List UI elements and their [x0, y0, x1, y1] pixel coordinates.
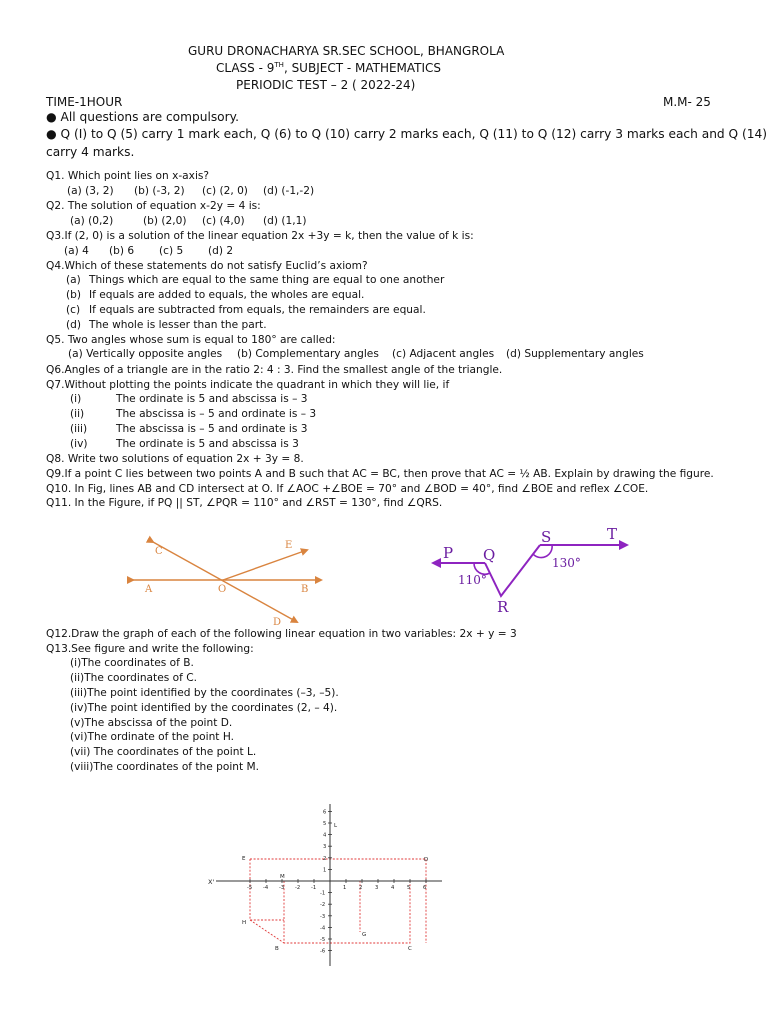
max-marks: M.M- 25	[663, 95, 711, 109]
y-tick-label: 6	[323, 809, 327, 816]
point-l-label: L	[334, 823, 338, 829]
x-tick-label: 5	[407, 885, 411, 891]
subject-text: , SUBJECT - MATHEMATICS	[283, 61, 442, 75]
question-7: Q7.Without plotting the points indicate the quadrant in which they will lie, if	[46, 379, 450, 391]
x-tick-label: 1	[343, 885, 347, 891]
y-tick-label: -1	[320, 890, 326, 897]
q13-item-i: (i)The coordinates of B.	[70, 657, 194, 669]
time-label: TIME-1HOUR	[46, 95, 123, 109]
point-d-label: D	[424, 857, 429, 863]
q3-option-c: (c) 5	[159, 245, 184, 257]
label-s: S	[541, 528, 552, 546]
question-2: Q2. The solution of equation x-2y = 4 is:	[46, 200, 261, 212]
question-4: Q4.Which of these statements do not satisfy Euclid’s axiom?	[46, 260, 368, 272]
label-t: T	[607, 525, 618, 543]
q2-option-a: (a) (0,2)	[70, 215, 114, 227]
angle-130-label: 130°	[552, 556, 581, 570]
question-8: Q8. Write two solutions of equation 2x + 3y = 8.	[46, 453, 304, 465]
y-tick-label: -5	[320, 937, 326, 943]
intersecting-lines-figure	[125, 530, 330, 630]
question-9: Q9.If a point C lies between two points A and B such that AC = BC, then prove that AC = ½ AB. Explain by drawing the figure.	[46, 468, 714, 480]
q7-text-i: The ordinate is 5 and abscissa is – 3	[116, 393, 308, 405]
instruction-3: carry 4 marks.	[46, 145, 135, 159]
class-superscript: TH	[274, 61, 284, 69]
y-tick-label: 3	[323, 844, 327, 851]
x-axis-label: X'	[208, 878, 215, 886]
y-tick-label: -3	[320, 913, 326, 920]
y-tick-label: 1	[323, 867, 327, 874]
y-tick-label: -4	[320, 925, 326, 932]
dashed-h-b	[250, 920, 284, 943]
label-d: D	[273, 617, 282, 628]
q3-option-b: (b) 6	[109, 245, 135, 257]
q7-text-iv: The ordinate is 5 and abscissa is 3	[116, 438, 299, 450]
x-tick-label: 2	[359, 885, 363, 891]
angle-110-label: 110°	[458, 573, 487, 587]
y-tick-label: 2	[323, 855, 327, 862]
line-cd	[153, 542, 297, 622]
dashed-e-d	[250, 857, 429, 943]
q7-label-iii: (iii)	[70, 423, 88, 435]
q13-item-iii: (iii)The point identified by the coordinates (–3, –5).	[70, 687, 339, 699]
q4-text-d: The whole is lesser than the part.	[89, 319, 267, 331]
test-title: PERIODIC TEST – 2 ( 2022-24)	[236, 78, 416, 92]
question-12: Q12.Draw the graph of each of the following linear equation in two variables: 2x + y = 3	[46, 628, 517, 640]
q3-option-a: (a) 4	[64, 245, 89, 257]
question-3: Q3.If (2, 0) is a solution of the linear equation 2x +3y = k, then the value of k is:	[46, 230, 474, 242]
q4-label-d: (d)	[66, 319, 81, 331]
q7-label-ii: (ii)	[70, 408, 85, 420]
label-o: O	[218, 584, 227, 595]
q2-option-b: (b) (2,0)	[143, 215, 187, 227]
q13-item-viii: (viii)The coordinates of the point M.	[70, 761, 260, 773]
q1-option-a: (a) (3, 2)	[67, 185, 114, 197]
q13-item-iv: (iv)The point identified by the coordinates (2, – 4).	[70, 702, 338, 714]
x-tick-label: 4	[391, 885, 395, 891]
x-tick-label: -3	[279, 885, 285, 891]
q5-option-b: (b) Complementary angles	[237, 348, 379, 360]
q13-item-vi: (vi)The ordinate of the point H.	[70, 731, 234, 743]
q7-text-ii: The abscissa is – 5 and ordinate is – 3	[116, 408, 317, 420]
x-tick-label: 6	[423, 885, 427, 891]
label-a: A	[145, 584, 153, 595]
class-text: CLASS - 9	[216, 61, 275, 75]
q5-option-a: (a) Vertically opposite angles	[68, 348, 223, 360]
point-e-label: E	[242, 856, 246, 862]
y-tick-label: -6	[320, 948, 326, 955]
q3-option-d: (d) 2	[208, 245, 234, 257]
label-q: Q	[483, 546, 496, 564]
q13-item-v: (v)The abscissa of the point D.	[70, 717, 233, 729]
question-11: Q11. In the Figure, if PQ || ST, ∠PQR = 110° and ∠RST = 130°, find ∠QRS.	[46, 497, 443, 509]
label-r: R	[497, 598, 509, 616]
q4-label-a: (a)	[66, 274, 81, 286]
y-tick-label: -2	[320, 902, 326, 909]
point-b-label: B	[275, 946, 279, 952]
instruction-1: ● All questions are compulsory.	[46, 110, 239, 124]
parallel-lines-figure	[425, 522, 635, 617]
x-tick-label: 3	[375, 885, 379, 891]
q7-text-iii: The abscissa is – 5 and ordinate is 3	[116, 423, 308, 435]
q4-text-b: If equals are added to equals, the wholes are equal.	[89, 289, 365, 301]
q4-text-a: Things which are equal to the same thing are equal to one another	[89, 274, 445, 286]
school-name: GURU DRONACHARYA SR.SEC SCHOOL, BHANGROLA	[188, 44, 505, 58]
point-g-label: G	[362, 932, 367, 938]
q1-option-c: (c) (2, 0)	[202, 185, 248, 197]
label-c: C	[155, 546, 163, 557]
question-10: Q10. In Fig, lines AB and CD intersect at O. If ∠AOC +∠BOE = 70° and ∠BOD = 40°, find ∠BOE and reflex ∠COE.	[46, 483, 649, 495]
label-b: B	[301, 584, 309, 595]
point-m-label: M	[280, 874, 285, 880]
coordinate-graph	[200, 800, 450, 970]
x-tick-label: -4	[263, 885, 269, 891]
q1-option-d: (d) (-1,-2)	[263, 185, 315, 197]
q7-label-i: (i)	[70, 393, 82, 405]
label-e: E	[285, 540, 293, 551]
q13-item-vii: (vii) The coordinates of the point L.	[70, 746, 257, 758]
q4-label-b: (b)	[66, 289, 81, 301]
instruction-2: ● Q (I) to Q (5) carry 1 mark each, Q (6) to Q (10) carry 2 marks each, Q (11) to Q (12) carry 3 marks each and Q (14)	[46, 127, 768, 141]
question-1: Q1. Which point lies on x-axis?	[46, 170, 210, 182]
point-c-label: C	[408, 946, 412, 952]
q4-text-c: If equals are subtracted from equals, the remainders are equal.	[89, 304, 426, 316]
q2-option-c: (c) (4,0)	[202, 215, 245, 227]
q7-label-iv: (iv)	[70, 438, 88, 450]
x-tick-label: -1	[311, 885, 317, 891]
ray-oe	[223, 550, 307, 580]
x-tick-label: -5	[247, 885, 253, 891]
q4-label-c: (c)	[66, 304, 81, 316]
point-h-label: H	[242, 920, 247, 926]
q13-item-ii: (ii)The coordinates of C.	[70, 672, 197, 684]
label-p: P	[443, 544, 454, 562]
x-tick-label: -2	[295, 885, 301, 891]
y-tick-label: 4	[323, 832, 327, 839]
question-6: Q6.Angles of a triangle are in the ratio 2: 4 : 3. Find the smallest angle of the triangle.	[46, 364, 503, 376]
class-subject	[216, 61, 441, 75]
question-13: Q13.See figure and write the following:	[46, 643, 254, 655]
question-5: Q5. Two angles whose sum is equal to 180° are called:	[46, 334, 336, 346]
q1-option-b: (b) (-3, 2)	[134, 185, 185, 197]
q5-option-d: (d) Supplementary angles	[506, 348, 644, 360]
q2-option-d: (d) (1,1)	[263, 215, 307, 227]
q5-option-c: (c) Adjacent angles	[392, 348, 495, 360]
y-tick-label: 5	[323, 821, 327, 827]
